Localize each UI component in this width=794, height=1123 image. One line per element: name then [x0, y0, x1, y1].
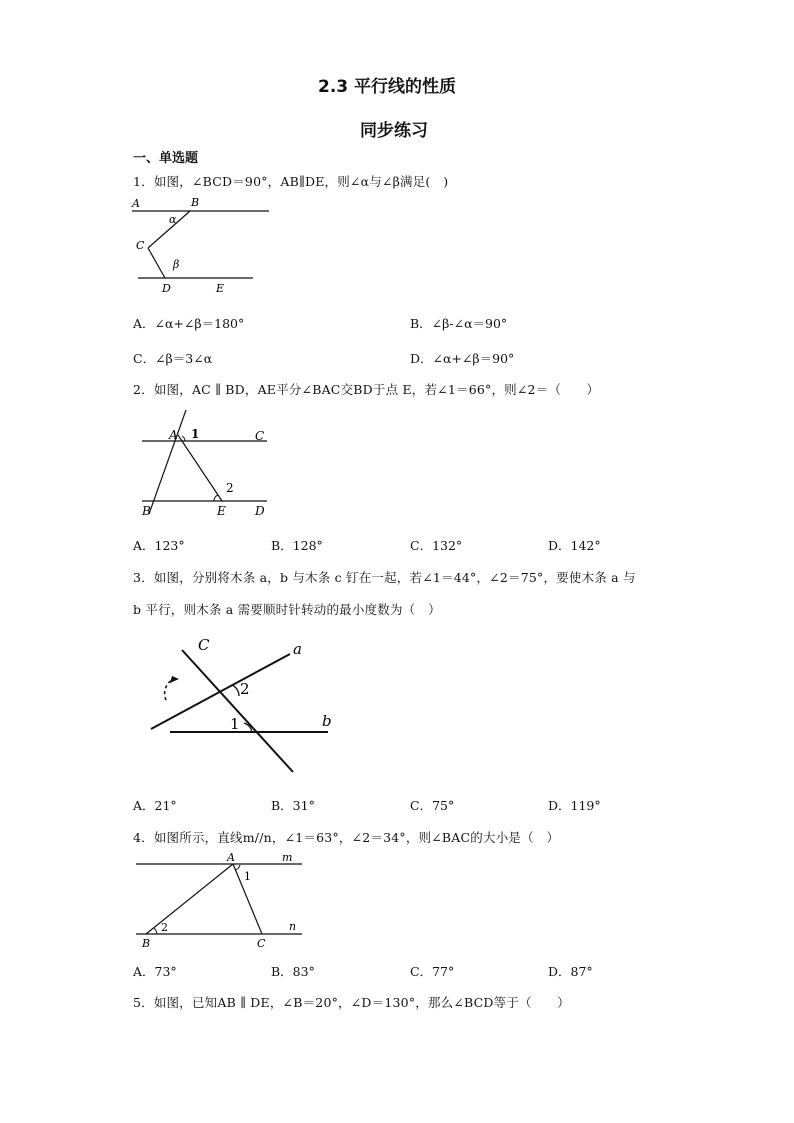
question-2-figure [136, 408, 276, 520]
q2-label-1: 1 [191, 427, 200, 441]
question-4-stem: 4．如图所示，直线m//n，∠1＝63°，∠2＝34°，则∠BAC的大小是（ ） [133, 830, 560, 845]
q4-label-a: A [227, 851, 235, 864]
q1-label-beta: β [173, 258, 180, 271]
q3-label-b: b [322, 712, 332, 730]
q4-label-1: 1 [244, 870, 251, 883]
q2-label-e: E [217, 504, 226, 518]
question-3-stem-line-1: 3．如图，分别将木条 a，b 与木条 c 钉在一起，若∠1＝44°，∠2＝75°，要使木条 a 与 [133, 570, 636, 585]
q1-option-c: C．∠β＝3∠α [133, 351, 213, 366]
q2-label-c: C [255, 429, 265, 443]
q4-label-b: B [142, 937, 151, 950]
question-4-figure [132, 850, 307, 952]
q1-label-b: B [191, 196, 200, 209]
q4-label-n: n [289, 920, 297, 933]
q3-option-c: C．75° [410, 798, 455, 813]
question-2-stem: 2．如图，AC ∥ BD，AE平分∠BAC交BD于点 E，若∠1＝66°，则∠2＝（ ） [133, 382, 600, 397]
q2-label-d: D [255, 504, 265, 518]
question-5-stem: 5．如图，已知AB ∥ DE，∠B＝20°，∠D＝130°，那么∠BCD等于（ ） [133, 995, 570, 1010]
q4-label-m: m [282, 851, 293, 864]
q3-label-2: 2 [240, 680, 250, 698]
q2-option-c: C．132° [410, 538, 463, 553]
q2-label-2: 2 [226, 481, 234, 495]
q2-label-b: B [142, 504, 151, 518]
q3-option-b: B．31° [271, 798, 315, 813]
q2-option-d: D．142° [548, 538, 601, 553]
q1-label-d: D [162, 282, 171, 295]
q1-label-alpha: α [169, 213, 177, 226]
question-1-figure [128, 192, 278, 298]
question-3-figure [148, 632, 338, 777]
q1-option-b: B．∠β-∠α＝90° [410, 316, 508, 331]
q3-option-d: D．119° [548, 798, 601, 813]
question-3-stem-line-2: b 平行，则木条 a 需要顺时针转动的最小度数为（ ） [133, 602, 441, 617]
q4-option-d: D．87° [548, 964, 593, 979]
q2-option-b: B．128° [271, 538, 323, 553]
q3-option-a: A．21° [133, 798, 177, 813]
page-title: 2.3 平行线的性质 [318, 77, 457, 97]
q4-option-b: B．83° [271, 964, 315, 979]
q2-label-a: A [169, 428, 178, 442]
q2-option-a: A．123° [133, 538, 185, 553]
q1-option-a: A．∠α+∠β＝180° [133, 316, 245, 331]
q4-option-c: C．77° [410, 964, 455, 979]
q1-label-e: E [216, 282, 225, 295]
q3-label-a: a [293, 640, 302, 658]
q1-option-d: D．∠α+∠β＝90° [410, 351, 515, 366]
q4-label-c: C [257, 937, 266, 950]
q4-label-2: 2 [161, 921, 168, 934]
q3-label-c: C [198, 636, 210, 654]
section-heading: 一、单选题 [133, 151, 199, 166]
question-1-stem: 1．如图，∠BCD＝90°，AB∥DE，则∠α与∠β满足( ) [133, 174, 449, 189]
q1-label-c: C [136, 239, 145, 252]
q4-option-a: A．73° [133, 964, 177, 979]
q3-label-1: 1 [230, 715, 240, 733]
page-subtitle: 同步练习 [360, 121, 428, 141]
q1-label-a: A [132, 197, 140, 210]
